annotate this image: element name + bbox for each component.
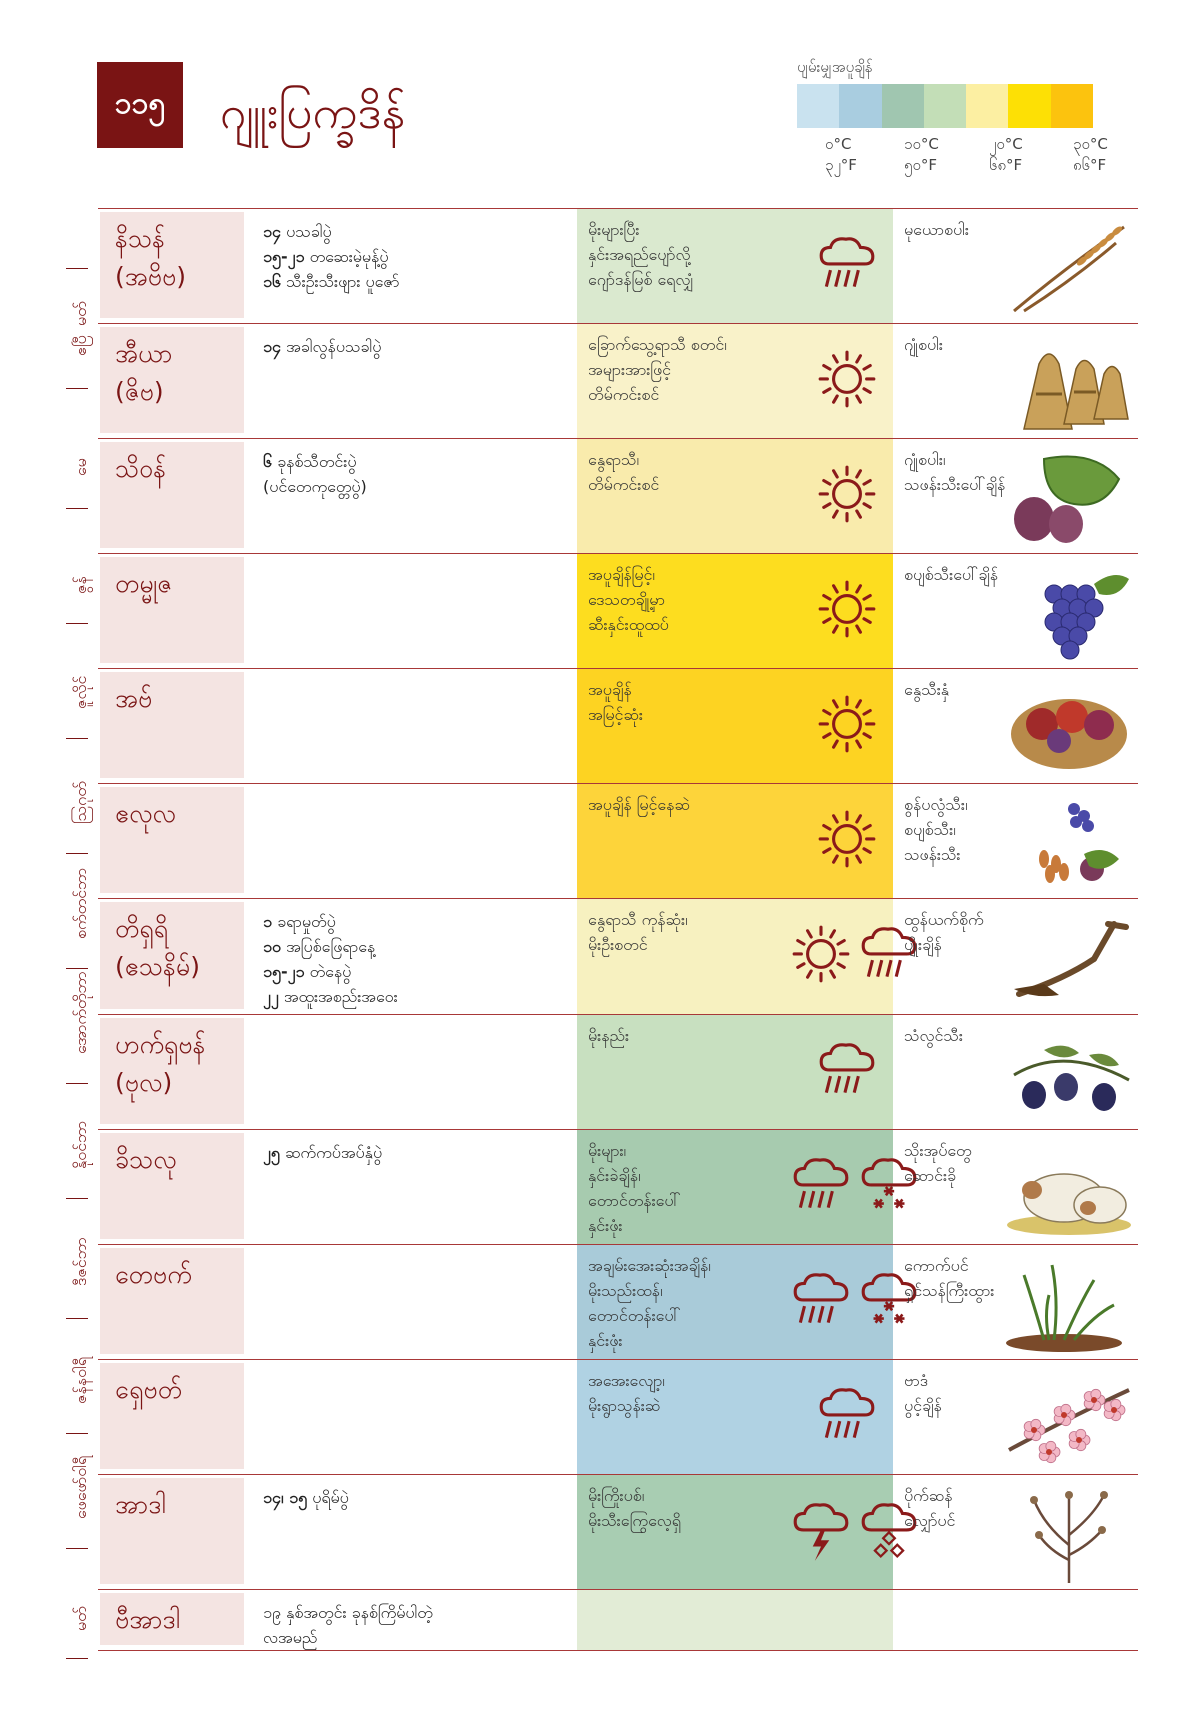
- festival-item: [263, 1625, 563, 1650]
- festival-day: ၁၅-၂၁: [263, 247, 305, 266]
- calendar-row: [98, 323, 1138, 438]
- month-alt-name: (ဗုလ): [115, 1068, 173, 1097]
- month-name: ဗီအာဒါ: [115, 1605, 180, 1634]
- weather-line: ဂျော်ဒန်မြစ် ရေလျှံ: [588, 270, 694, 289]
- month-name: ဟက်ရှဗန်: [115, 1030, 206, 1059]
- barley-illustration: [1004, 219, 1134, 317]
- gregorian-tick: [66, 1433, 88, 1434]
- gregorian-month-label: ဒီဇင်ဘာ: [71, 1237, 90, 1286]
- legend-swatch: [882, 84, 924, 128]
- festival-cell: [263, 1140, 563, 1165]
- weather-line: နွေရာသီ ကုန်ဆုံး၊: [588, 910, 688, 929]
- sun-icon: [815, 808, 879, 872]
- harvest-line: နွေသီးနှံ: [904, 680, 950, 699]
- gregorian-tick: [66, 508, 88, 509]
- harvest-line: ဂျုံစပါး၊: [904, 450, 946, 469]
- flax-illustration: [1004, 1485, 1134, 1583]
- festival-name: ခုနစ်သီတင်းပွဲ: [277, 452, 357, 471]
- month-name: တိရှရိ: [115, 914, 169, 943]
- legend-swatch: [924, 84, 966, 128]
- month-name: သိဝန်: [115, 454, 167, 483]
- gregorian-tick: [66, 1318, 88, 1319]
- gregorian-tick: [66, 1083, 88, 1084]
- calendar-row: [98, 668, 1138, 783]
- harvest-line: သံလွင်သီး: [904, 1026, 963, 1045]
- legend-swatch: [797, 84, 839, 128]
- weather-line: မိုးဦးစတင်: [588, 935, 648, 954]
- weather-cell: [588, 1483, 768, 1533]
- festival-day: ၁၅-၂၁: [263, 962, 305, 981]
- month-name: ရှေဗတ်: [115, 1375, 183, 1404]
- grapes-illustration: [1004, 564, 1134, 662]
- weather-cell: [588, 1253, 768, 1353]
- weather-line: မိုးကြိုးပစ်၊: [588, 1486, 645, 1505]
- festival-item: [263, 244, 563, 269]
- calendar-row: [98, 1474, 1138, 1589]
- festival-item: [263, 984, 563, 1009]
- gregorian-tick: [66, 1658, 88, 1659]
- month-cell: [100, 1363, 244, 1469]
- harvest-line: သဖန်းသီး: [904, 845, 961, 864]
- weather-line: တိမ်ကင်းစင်: [588, 385, 660, 404]
- gregorian-month-label: ဇန်နဝါရီ: [71, 1356, 90, 1404]
- rain-icon: [789, 1269, 853, 1333]
- calendar-row: [98, 553, 1138, 668]
- legend-color-scale: [797, 84, 1093, 128]
- weather-line: တိမ်ကင်းစင်: [588, 475, 660, 494]
- weather-line: နှင်းခဲချိန်၊: [588, 1166, 641, 1185]
- harvest-line: သဖန်းသီးပေါ်ချိန်: [904, 475, 1006, 494]
- weather-line: အမြင့်ဆုံး: [588, 705, 643, 724]
- festival-cell: [263, 1485, 563, 1510]
- table-bottom-rule: [98, 1650, 1138, 1651]
- weather-cell: [588, 332, 768, 407]
- festival-item: [263, 959, 563, 984]
- weather-line: အများအားဖြင့်: [588, 360, 672, 379]
- rain-icon: [789, 1154, 853, 1218]
- weather-icons: [753, 1152, 893, 1232]
- weather-line: နှင်းအရည်ပျော်လို့: [588, 245, 691, 264]
- month-alt-name: (ဧသနိမ်): [115, 952, 200, 981]
- festival-cell: [263, 909, 563, 1009]
- legend-tick: ၃၀°C ၈၆°F: [1073, 135, 1108, 174]
- thunder-icon: [789, 1499, 853, 1563]
- weather-line: မိုးများပြီး: [588, 220, 640, 239]
- festival-day: ၆: [263, 452, 272, 471]
- weather-icons: [753, 461, 893, 541]
- weather-icons: [753, 576, 893, 656]
- gregorian-month-label: ဇွန်: [71, 575, 90, 594]
- gregorian-tick: [66, 623, 88, 624]
- weather-line: မိုးသည်းထန်၊: [588, 1281, 663, 1300]
- weather-cell: [588, 1023, 768, 1048]
- legend-tick: ၀°C ၃၂°F: [825, 135, 857, 174]
- month-name: ခိသလု: [115, 1145, 177, 1174]
- fruits-illustration: [1004, 794, 1134, 892]
- month-name: ဧလုလ: [115, 799, 176, 828]
- month-cell: [100, 442, 244, 548]
- festival-day: ၁၄၊ ၁၅: [263, 1488, 308, 1507]
- page-number: ၁၁၅: [97, 62, 183, 148]
- month-cell: [100, 1018, 244, 1124]
- weather-icons: [753, 921, 893, 1001]
- legend-tick: ၂၀°C ၆၈°F: [989, 135, 1023, 174]
- gregorian-month-label: စက်တင်ဘာ: [71, 867, 90, 939]
- legend-swatch: [1008, 84, 1050, 128]
- festival-day: ၁၆: [263, 272, 281, 291]
- legend-swatch: [839, 84, 881, 128]
- month-cell: [100, 787, 244, 893]
- month-name: တေဗက်: [115, 1260, 192, 1289]
- festival-item: [263, 909, 563, 934]
- temperature-legend: [797, 54, 1127, 184]
- weather-cell: [588, 792, 768, 817]
- weather-line: ဒေသတချို့မှာ: [588, 590, 665, 609]
- festival-name: အထူးအစည်းအဝေး: [283, 987, 398, 1006]
- weather-line: အပူချိန်မြင့်၊: [588, 565, 655, 584]
- festival-item: [263, 1600, 563, 1625]
- gregorian-tick: [66, 388, 88, 389]
- month-alt-name: (အဗိဗ): [115, 262, 187, 291]
- festival-name: သီးဦးသီးဖျား ပူဇော်: [286, 272, 400, 291]
- month-cell: [100, 672, 244, 778]
- month-alt-name: (ဇိဗ): [115, 377, 164, 406]
- weather-line: နှင်းဖုံး: [588, 1331, 623, 1350]
- festival-name: ခရာမှုတ်ပွဲ: [277, 912, 336, 931]
- weather-icons: [753, 346, 893, 426]
- weather-line: အပူချိန် မြင့်နေဆဲ: [588, 795, 690, 814]
- harvest-line: ထွန်ယက်စိုက်: [904, 910, 984, 929]
- weather-line: တောင်တန်းပေါ်: [588, 1306, 681, 1325]
- sun-icon: [815, 578, 879, 642]
- harvest-line: လျှော်ပင်: [904, 1511, 956, 1530]
- harvest-line: သိုးအုပ်တွေ: [904, 1141, 972, 1160]
- gregorian-month-label: ဇူလိုင်: [71, 675, 90, 709]
- month-cell: [100, 327, 244, 433]
- gregorian-month-label: ဖေဖော်ဝါရီ: [71, 1455, 90, 1519]
- weather-line: မိုးနည်း: [588, 1026, 630, 1045]
- festival-name: ၁၉ နှစ်အတွင်း ခုနစ်ကြိမ်ပါတဲ့: [263, 1603, 433, 1622]
- festival-day: ၁၄: [263, 222, 281, 241]
- weather-line: ခြောက်သွေ့ရာသီ စတင်၊: [588, 335, 727, 354]
- weather-cell: [588, 1368, 768, 1418]
- harvest-line: စွန်ပလွံသီး၊: [904, 795, 968, 814]
- harvest-line: ရှင်သန်ကြီးထွား: [904, 1281, 995, 1300]
- rain-icon: [815, 1384, 879, 1448]
- calendar-row: [98, 1014, 1138, 1129]
- festival-cell: [263, 449, 563, 499]
- festival-cell: [263, 1600, 563, 1650]
- festival-item: [263, 934, 563, 959]
- weather-line: နှင်းဖုံး: [588, 1216, 623, 1235]
- figs-illustration: [1004, 449, 1134, 547]
- basket-illustration: [1004, 679, 1134, 777]
- harvest-line: ကောက်ပင်: [904, 1256, 969, 1275]
- weather-cell: [588, 677, 768, 727]
- gregorian-tick: [66, 1548, 88, 1549]
- sun-icon: [789, 923, 853, 987]
- gregorian-tick: [66, 968, 88, 969]
- weather-cell: [588, 217, 768, 292]
- festival-day: ၁၀: [263, 937, 281, 956]
- weather-line: အပူချိန်: [588, 680, 632, 699]
- weather-line: မိုးများ၊: [588, 1141, 627, 1160]
- rain-icon: [815, 1039, 879, 1103]
- weather-cell: [588, 907, 768, 957]
- sun-icon: [815, 348, 879, 412]
- month-cell: [100, 1133, 244, 1239]
- month-cell: [100, 1593, 244, 1645]
- month-cell: [100, 902, 244, 1009]
- plow-illustration: [1004, 909, 1134, 1007]
- gregorian-tick: [66, 853, 88, 854]
- legend-tick: ၁၀°C ၅၀°F: [904, 135, 939, 174]
- legend-swatch: [1051, 84, 1093, 128]
- sun-icon: [815, 463, 879, 527]
- legend-swatch: [966, 84, 1008, 128]
- festival-item: [263, 269, 563, 294]
- legend-title: ပျမ်းမျှအပူချိန်: [797, 58, 873, 76]
- rain-icon: [815, 233, 879, 297]
- festival-cell: [263, 334, 563, 359]
- gregorian-month-label: မေ: [71, 458, 90, 476]
- calendar-row: [98, 1129, 1138, 1244]
- harvest-line: ဂျုံစပါး: [904, 335, 943, 354]
- festival-name: အပြစ်ဖြေရာနေ့: [286, 937, 376, 956]
- festival-day: ၁: [263, 912, 272, 931]
- festival-name: တဆေးမဲ့မုန့်ပွဲ: [309, 247, 389, 266]
- gregorian-month-label: ဧပြီ: [71, 335, 90, 356]
- festival-item: [263, 334, 563, 359]
- gregorian-tick: [66, 268, 88, 269]
- weather-icons: [753, 1497, 893, 1577]
- festival-name: တဲနေပွဲ: [309, 962, 352, 981]
- harvest-line: ဆောင်းခို: [904, 1166, 957, 1185]
- harvest-line: ပျိုးချိန်: [904, 935, 942, 954]
- month-cell: [100, 1248, 244, 1354]
- weather-line: တောင်တန်းပေါ်: [588, 1191, 681, 1210]
- calendar-row: [98, 783, 1138, 898]
- weather-line: နွေရာသီ၊: [588, 450, 640, 469]
- month-name: အဗ်: [115, 684, 153, 713]
- weather-line: ဆီးနှင်းထူထပ်: [588, 615, 669, 634]
- festival-cell: [263, 219, 563, 294]
- olives-illustration: [1004, 1025, 1134, 1123]
- month-cell: [100, 212, 244, 318]
- calendar-row: [98, 898, 1138, 1014]
- festival-name: ဆက်ကပ်အပ်နှံပွဲ: [284, 1143, 383, 1162]
- calendar-row: [98, 1589, 1138, 1650]
- page-title: ဂျူးပြက္ခဒိန်: [220, 85, 406, 139]
- gregorian-month-label: မတ်: [71, 1606, 90, 1631]
- sprouts-illustration: [1004, 1255, 1134, 1353]
- sheep-illustration: [1004, 1140, 1134, 1238]
- harvest-line: ပွင့်ချိန်: [904, 1396, 942, 1415]
- festival-item: [263, 1140, 563, 1165]
- festival-item: [263, 1485, 563, 1510]
- gregorian-month-scale: [52, 208, 90, 1658]
- harvest-line: မုယောစပါး: [904, 220, 969, 239]
- gregorian-month-label: နိုဝင်ဘာ: [71, 1120, 90, 1169]
- weather-line: မိုးရွာသွန်းဆဲ: [588, 1396, 661, 1415]
- weather-line: မိုးသီးကြွေလေ့ရှိ: [588, 1511, 681, 1530]
- calendar-row: [98, 1244, 1138, 1359]
- weather-icons: [753, 1382, 893, 1462]
- weather-cell: [588, 1138, 768, 1238]
- gregorian-month-label: မတ်: [71, 301, 90, 326]
- harvest-line: ဗာဒံ: [904, 1371, 929, 1390]
- month-cell: [100, 557, 244, 663]
- weather-line: အအေးလျော့၊: [588, 1371, 665, 1390]
- festival-item: [263, 449, 563, 474]
- month-name: အီယာ: [115, 339, 173, 368]
- gregorian-tick: [66, 1198, 88, 1199]
- festival-day: ၂၂: [263, 987, 279, 1006]
- weather-icons: [753, 1037, 893, 1117]
- weather-cell: [588, 562, 768, 637]
- month-name: အာဒါ: [115, 1490, 166, 1519]
- harvest-line: စပျစ်သီးပေါ်ချိန်: [904, 565, 999, 584]
- calendar-row: [98, 1359, 1138, 1474]
- gregorian-tick: [66, 738, 88, 739]
- sun-icon: [815, 693, 879, 757]
- festival-item: [263, 219, 563, 244]
- weather-icons: [753, 806, 893, 886]
- harvest-line: စပျစ်သီး၊: [904, 820, 956, 839]
- festival-name: လအမည်: [263, 1628, 318, 1647]
- harvest-line: ပိုက်ဆန်: [904, 1486, 953, 1505]
- month-cell: [100, 1478, 244, 1584]
- festival-name: အခါလွန်ပသခါပွဲ: [286, 337, 382, 356]
- festival-day: ၂၅: [263, 1143, 280, 1162]
- festival-name: (ပင်တေကုတ္တေပွဲ): [263, 477, 367, 496]
- calendar-row: [98, 208, 1138, 323]
- festival-name: ပုရိမ်ပွဲ: [312, 1488, 349, 1507]
- festival-item: [263, 474, 563, 499]
- weather-cell: [588, 447, 768, 497]
- blossom-illustration: [1004, 1370, 1134, 1468]
- weather-line: အချမ်းအေးဆုံးအချိန်၊: [588, 1256, 711, 1275]
- weather-icons: [753, 231, 893, 311]
- festival-name: ပသခါပွဲ: [286, 222, 332, 241]
- weather-icons: [753, 691, 893, 771]
- gregorian-month-label: အောက်တိုဘာ: [71, 970, 90, 1054]
- gregorian-month-label: ဩဂုတ်: [71, 780, 90, 824]
- sheaves-illustration: [1004, 334, 1134, 432]
- weather-icons: [753, 1267, 893, 1347]
- calendar-row: [98, 438, 1138, 553]
- festival-day: ၁၄: [263, 337, 281, 356]
- month-name: နိသန်: [115, 224, 166, 253]
- month-name: တမ္မုဇ: [115, 569, 173, 598]
